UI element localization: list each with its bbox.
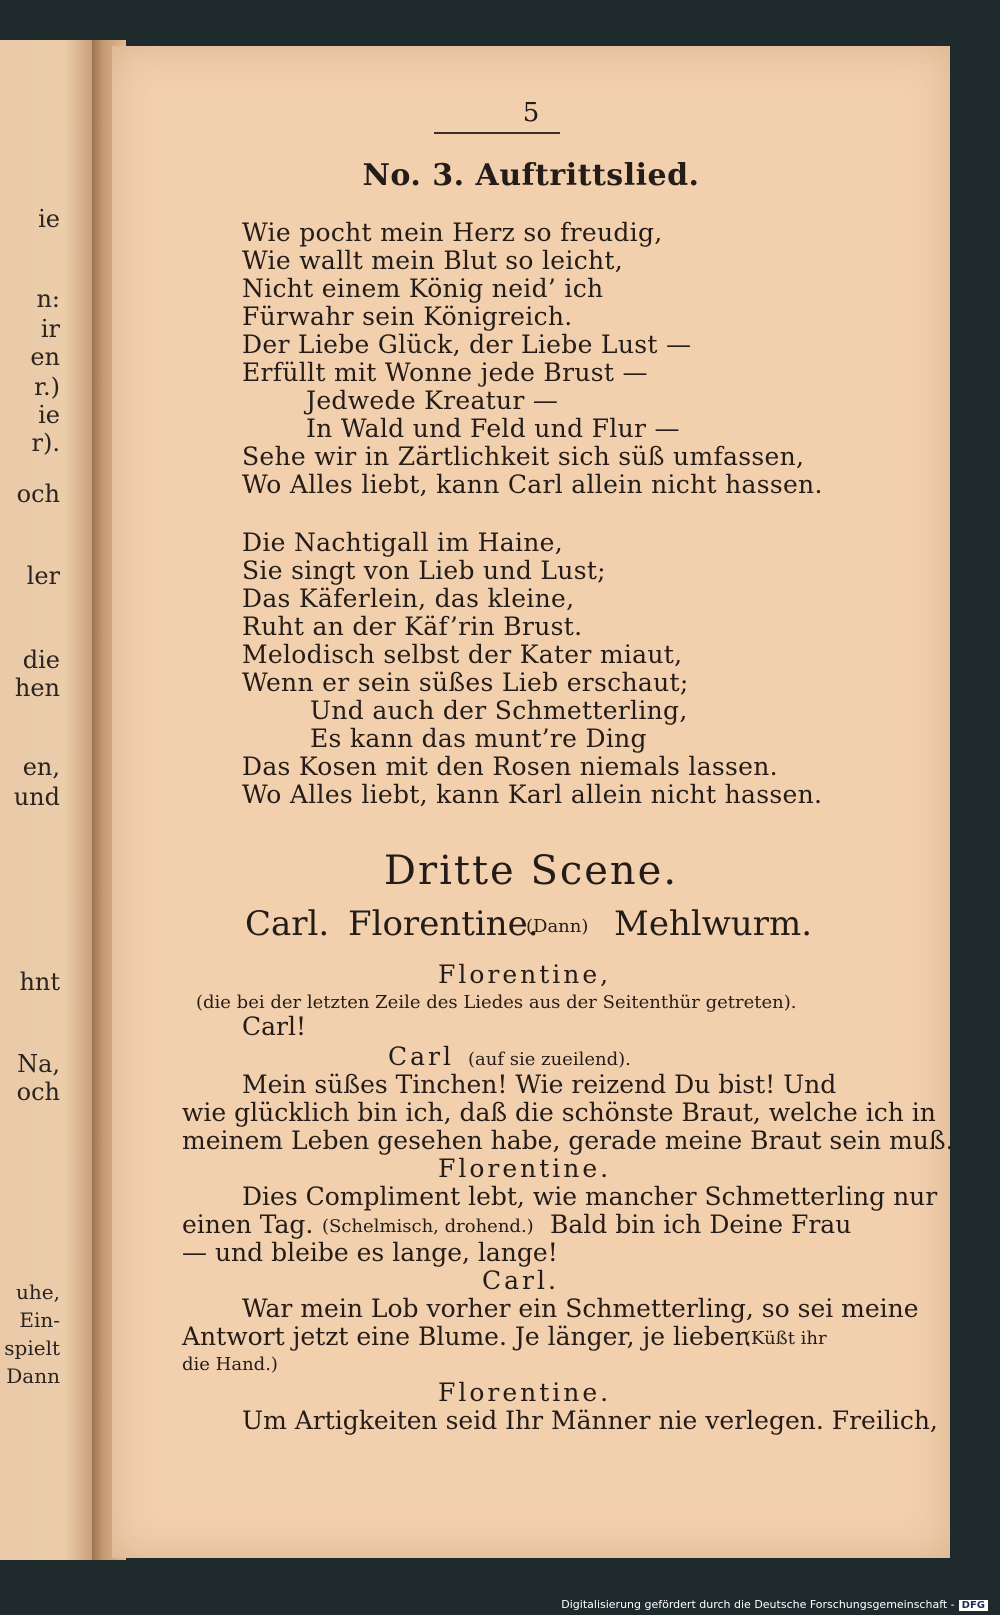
speaker-name: Carl: [388, 1042, 454, 1071]
left-fragment-text: r.): [34, 373, 60, 401]
left-fragment-text: ie: [38, 205, 60, 233]
verse-line: Nicht einem König neid’ ich: [242, 274, 604, 303]
left-fragment-text: r).: [31, 429, 60, 457]
verse-line: Das Kosen mit den Rosen niemals lassen.: [242, 752, 778, 781]
page-number: 5: [522, 98, 540, 128]
left-fragment-text: en,: [22, 753, 60, 781]
stage-direction: (Dann): [526, 916, 589, 937]
left-fragment-text: Na,: [17, 1050, 60, 1078]
dialogue-line: meinem Leben gesehen habe, gerade meine Braut sein muß.: [182, 1126, 954, 1155]
left-fragment-text: ler: [26, 562, 60, 590]
verse-line: Es kann das munt’re Ding: [310, 724, 647, 753]
verse-line: Die Nachtigall im Haine,: [242, 528, 563, 557]
stage-direction: (Schelmisch, drohend.): [322, 1216, 534, 1237]
left-fragment-text: n:: [36, 285, 60, 313]
dialogue-line: einen Tag.: [182, 1210, 314, 1239]
verse-line: Sehe wir in Zärtlichkeit sich süß umfassen,: [242, 442, 805, 471]
speaker-name: Florentine.: [438, 1378, 612, 1407]
dialogue-line: Bald bin ich Deine Frau: [550, 1210, 852, 1239]
stage-direction: (die bei der letzten Zeile des Liedes aus der Seitenthür getreten).: [196, 992, 797, 1013]
left-fragment-text: Dann: [6, 1364, 60, 1388]
verse-line: Erfüllt mit Wonne jede Brust —: [242, 358, 648, 387]
verse-line: Wie wallt mein Blut so leicht,: [242, 246, 623, 275]
stage-direction: (Küßt ihr: [744, 1328, 827, 1349]
verse-line: Wie pocht mein Herz so freudig,: [242, 218, 663, 247]
left-fragment-text: en: [30, 343, 60, 371]
left-fragment-text: och: [16, 1078, 60, 1106]
left-fragment-text: hnt: [19, 968, 60, 996]
scene-heading: Dritte Scene.: [383, 848, 679, 894]
dfg-logo: DFG: [959, 1600, 988, 1611]
character-carl: Carl.: [245, 904, 330, 944]
dialogue-line: Dies Compliment lebt, wie mancher Schmetterling nur: [242, 1182, 938, 1211]
verse-line: Fürwahr sein Königreich.: [242, 302, 573, 331]
verse-line: Wenn er sein süßes Lieb erschaut;: [242, 668, 689, 697]
dialogue-line: War mein Lob vorher ein Schmetterling, so sei meine: [242, 1294, 919, 1323]
song-title: No. 3. Auftrittslied.: [362, 158, 700, 193]
stage-direction: die Hand.): [182, 1354, 278, 1375]
verse-line: Jedwede Kreatur —: [306, 386, 559, 415]
verse-line: Melodisch selbst der Kater miaut,: [242, 640, 683, 669]
dialogue-line: Antwort jetzt eine Blume. Je länger, je lieber.: [182, 1322, 752, 1351]
left-fragment-text: ir: [40, 315, 60, 343]
left-fragment-text: spielt: [4, 1336, 60, 1360]
dialogue-line: wie glücklich bin ich, daß die schönste Braut, welche ich in: [182, 1098, 936, 1127]
speaker-name: Carl.: [482, 1266, 559, 1295]
verse-line: Und auch der Schmetterling,: [310, 696, 688, 725]
left-fragment-text: uhe,: [16, 1280, 60, 1304]
verse-line: Wo Alles liebt, kann Carl allein nicht hassen.: [242, 470, 823, 499]
character-mehlwurm: Mehlwurm.: [614, 904, 813, 944]
left-fragment-text: und: [13, 783, 60, 811]
verse-line: In Wald und Feld und Flur —: [306, 414, 680, 443]
verse-line: Ruht an der Käf’rin Brust.: [242, 612, 583, 641]
dialogue-line: — und bleibe es lange, lange!: [182, 1238, 558, 1267]
dialogue-line: Carl!: [242, 1012, 307, 1041]
verse-line: Der Liebe Glück, der Liebe Lust —: [242, 330, 692, 359]
left-fragment-text: die: [22, 646, 60, 674]
stage-direction: (auf sie zueilend).: [468, 1049, 631, 1070]
speaker-name: Florentine.: [438, 1154, 612, 1183]
left-page-fragment: [0, 40, 92, 1560]
left-fragment-text: ie: [38, 401, 60, 429]
left-fragment-text: hen: [14, 674, 60, 702]
book-page: [112, 46, 954, 1558]
verse-line: Das Käferlein, das kleine,: [242, 584, 575, 613]
left-fragment-text: och: [16, 480, 60, 508]
verse-line: Wo Alles liebt, kann Karl allein nicht hassen.: [242, 780, 823, 809]
header-rule: [434, 132, 560, 134]
footer-text: Digitalisierung gefördert durch die Deutsche Forschungsgemeinschaft -: [561, 1598, 955, 1611]
dialogue-line: Mein süßes Tinchen! Wie reizend Du bist! Und: [242, 1070, 837, 1099]
speaker-name: Florentine,: [438, 960, 612, 989]
verse-line: Sie singt von Lieb und Lust;: [242, 556, 606, 585]
digitization-footer: [561, 1598, 988, 1611]
dialogue-line: Um Artigkeiten seid Ihr Männer nie verlegen. Freilich,: [242, 1406, 938, 1435]
character-florentine: Florentine.: [348, 904, 539, 944]
left-fragment-text: Ein-: [19, 1308, 60, 1332]
